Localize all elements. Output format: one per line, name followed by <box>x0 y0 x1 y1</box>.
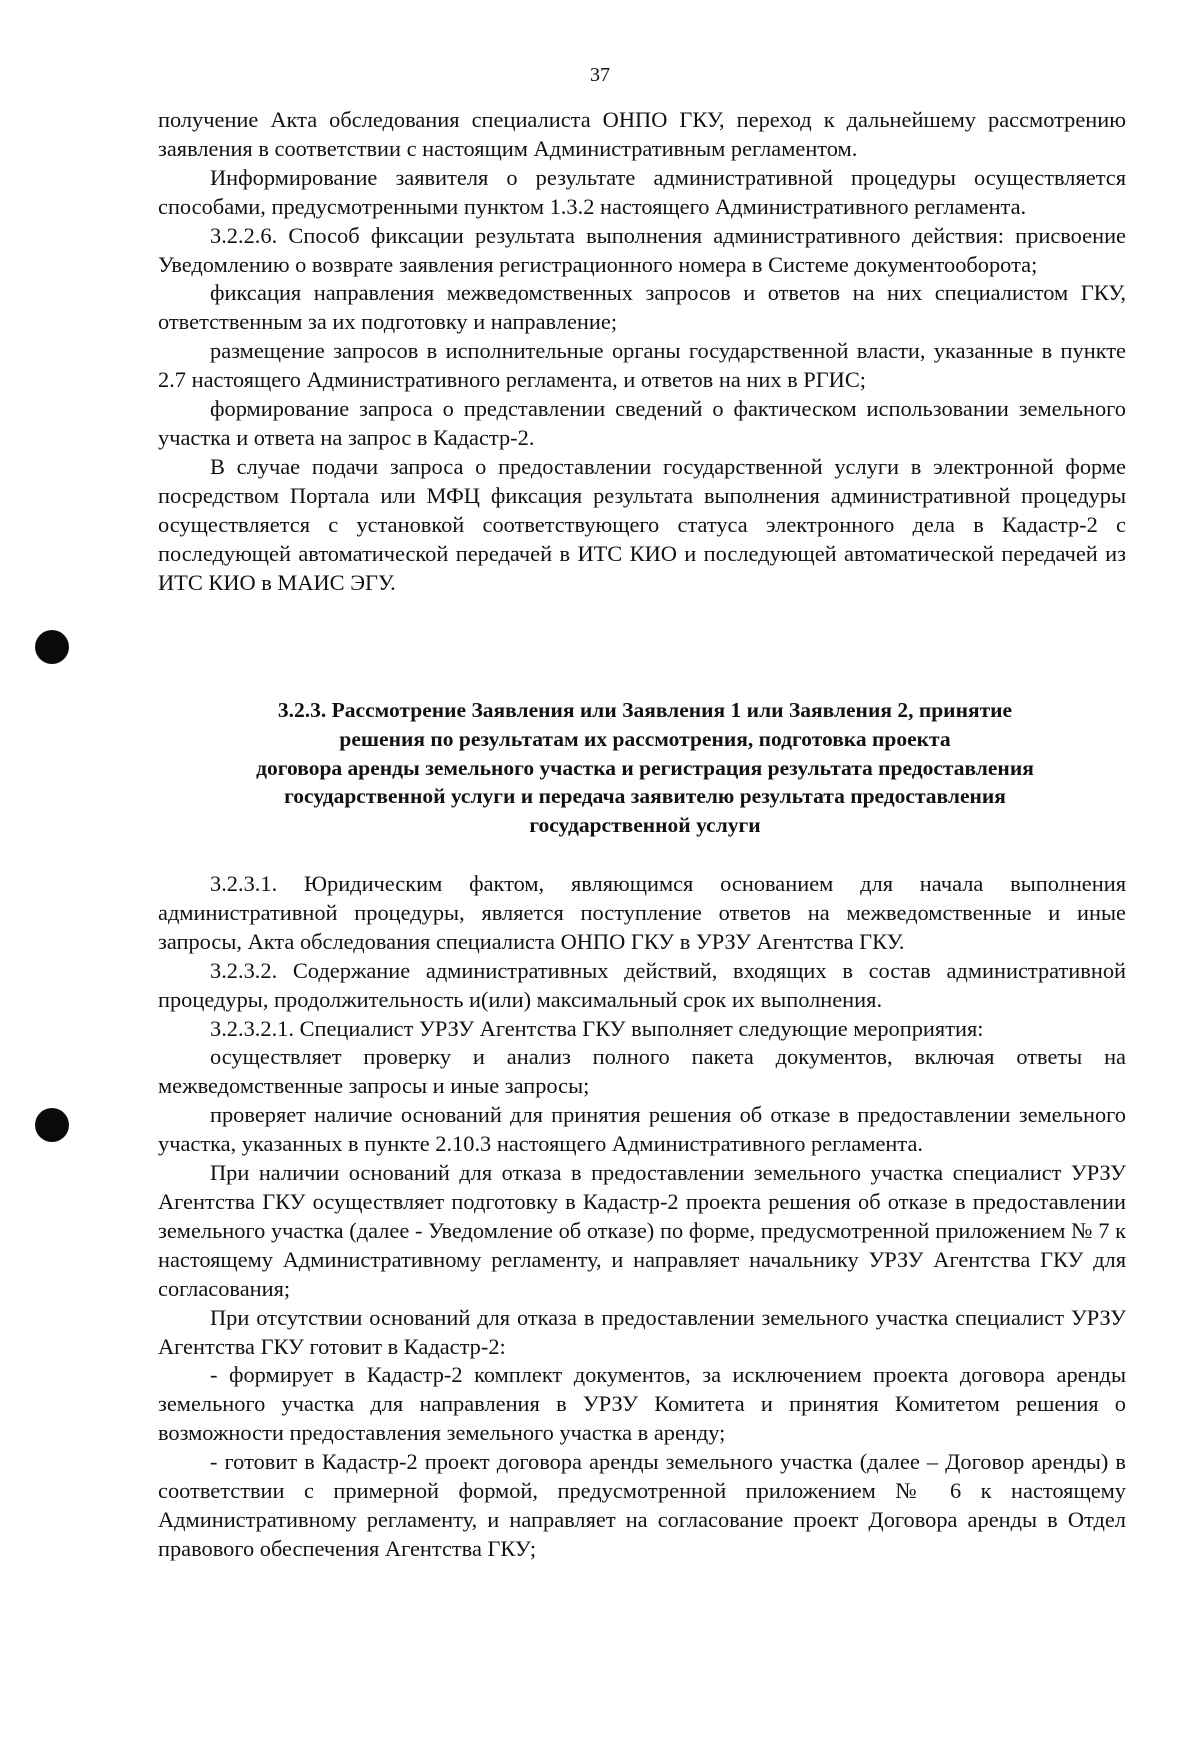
paragraph: Информирование заявителя о результате административной процедуры осуществляется способами, предусмотренными пунктом 1.3.2 настоящего Административного регламента. <box>158 164 1126 219</box>
paragraph: осуществляет проверку и анализ полного пакета документов, включая ответы на межведомственные запросы и иные запросы; <box>158 1044 1126 1099</box>
paragraph: При отсутствии оснований для отказа в предоставлении земельного участка специалист УРЗУ Агентства ГКУ готовит в Кадастр-2: <box>158 1304 1126 1359</box>
paragraph: 3.2.3.1. Юридическим фактом, являющимся основанием для начала выполнения административной процедуры, является поступление ответов на межведомственные и иные запросы, Акта обследования специалиста ОНПО ГКУ в УРЗУ Агентства ГКУ. <box>158 871 1126 954</box>
paragraph: 3.2.2.6. Способ фиксации результата выполнения административного действия: присвоение Уведомлению о возврате заявления регистрационного номера в Системе документооборота; <box>158 222 1126 277</box>
paragraph: размещение запросов в исполнительные органы государственной власти, указанные в пункте 2.7 настоящего Административного регламента, и ответов на них в РГИС; <box>158 338 1126 393</box>
heading-line: 3.2.3. Рассмотрение Заявления или Заявления 1 или Заявления 2, принятие <box>277 698 1013 722</box>
page-number: 37 <box>590 64 610 86</box>
paragraph: В случае подачи запроса о предоставлении государственной услуги в электронной форме посредством Портала или МФЦ фиксация результата выполнения административной процедуры осуществляется с установкой соответствующего статуса электронного дела в Кадастр-2 с последующей автоматической передачей в ИТС КИО и последующей автоматической передачей из ИТС КИО в МАИС ЭГУ. <box>158 453 1126 595</box>
text-block-bottom <box>158 870 1126 1564</box>
paragraph: получение Акта обследования специалиста ОНПО ГКУ, переход к дальнейшему рассмотрению заявления в соответствии с настоящим Административным регламентом. <box>158 107 1126 161</box>
heading-line: государственной услуги и передача заявителю результата предоставления <box>284 784 1006 809</box>
section-heading <box>180 696 1110 840</box>
punch-hole-mark <box>35 630 69 664</box>
paragraph: При наличии оснований для отказа в предоставлении земельного участка специалист УРЗУ Агентства ГКУ осуществляет подготовку в Кадастр-2 проекта решения об отказе в предоставлении земельного участка (далее - Уведомление об отказе) по форме, предусмотренной приложением № 7 к настоящему Административному регламенту, и направляет начальнику УРЗУ Агентства ГКУ для согласования; <box>158 1160 1126 1301</box>
text-block-top <box>158 106 1126 597</box>
paragraph: - готовит в Кадастр-2 проект договора аренды земельного участка (далее – Договор аренды) в соответствии с примерной формой, предусмотренной приложением № 6 к настоящему Административному регламенту, и направляет на согласование проект Договора аренды в Отдел правового обеспечения Агентства ГКУ; <box>158 1449 1126 1561</box>
punch-hole-mark <box>35 1108 69 1142</box>
heading-line: договора аренды земельного участка и регистрация результата предоставления <box>256 755 1034 780</box>
paragraph: 3.2.3.2.1. Специалист УРЗУ Агентства ГКУ выполняет следующие мероприятия: <box>210 1015 984 1041</box>
paragraph: 3.2.3.2. Содержание административных действий, входящих в состав административной процедуры, продолжительность и(или) максимальный срок их выполнения. <box>158 957 1126 1012</box>
paragraph: - формирует в Кадастр-2 комплект документов, за исключением проекта договора аренды земельного участка для направления в УРЗУ Комитета и принятия Комитетом решения о возможности предоставления земельного участка в аренду; <box>158 1362 1126 1446</box>
paragraph: фиксация направления межведомственных запросов и ответов на них специалистом ГКУ, ответственным за их подготовку и направление; <box>158 280 1126 335</box>
paragraph: проверяет наличие оснований для принятия решения об отказе в предоставлении земельного участка, указанных в пункте 2.10.3 настоящего Административного регламента. <box>158 1102 1126 1157</box>
heading-line: решения по результатам их рассмотрения, подготовка проекта <box>339 726 951 751</box>
heading-line: государственной услуги <box>529 813 761 838</box>
paragraph: формирование запроса о представлении сведений о фактическом использовании земельного участка и ответа на запрос в Кадастр-2. <box>158 396 1126 450</box>
